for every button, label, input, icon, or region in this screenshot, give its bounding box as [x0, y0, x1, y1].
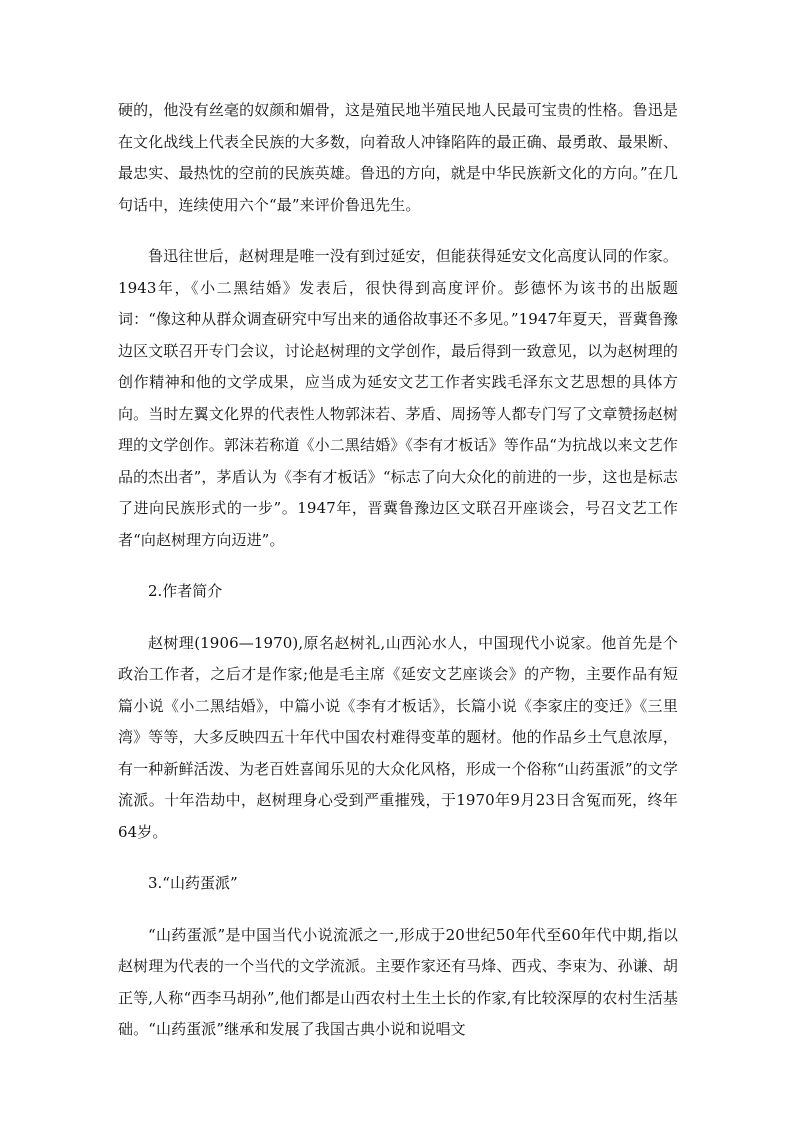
paragraph-lu-xun-evaluation: 硬的，他没有丝毫的奴颜和媚骨，这是殖民地半殖民地人民最可宝贵的性格。鲁迅是在文化战线上代表全民族的大多数，向着敌人冲锋陷阵的最正确、最勇敢、最果断、最忠实、最热忱的空前的民族英雄。鲁迅的方向，就是中华民族新文化的方向。”在几句话中，连续使用六个“最”来评价鲁迅先生。	[118, 101, 678, 214]
section-heading-author-intro: 2.作者简介	[148, 582, 223, 600]
paragraph-zhao-shuli-recognition: 鲁迅往世后，赵树理是唯一没有到过延安，但能获得延安文化高度认同的作家。1943年，《小二黑结婚》发表后，很快得到高度评价。彭德怀为该书的出版题词：“像这种从群众调查研究中写出来的通俗故事还不多见。”1947年夏天，晋冀鲁豫边区文联召开专门会议，讨论赵树理的文学创作，最后得到一致意见，以为赵树理的创作精神和他的文学成果，应当成为延安文艺工作者实践毛泽东文艺思想的具体方向。当时左翼文化界的代表性人物郭沫若、茅盾、周扬等人都专门写了文章赞扬赵树理的文学创作。郭沫若称道《小二黑结婚》《李有才板话》等作品“为抗战以来文艺作品的杰出者”，茅盾认为《李有才板话》“标志了向大众化的前进的一步，这也是标志了进向民族形式的一步”。1947年，晋冀鲁豫边区文联召开座谈会，号召文艺工作者“向赵树理方向迈进”。	[118, 247, 679, 549]
paragraph-shanyaodan-school: “山药蛋派”是中国当代小说流派之一,形成于20世纪50年代至60年代中期,指以赵树理为代表的一个当代的文学流派。主要作家还有马烽、西戎、李束为、孙谦、胡正等,人称“西李马胡孙”,他们都是山西农村土生土长的作家,有比较深厚的农村生活基础。“山药蛋派”继承和发展了我国古典小说和说唱文	[118, 925, 678, 1038]
document-page	[118, 95, 678, 1046]
paragraph-author-intro: 赵树理(1906—1970),原名赵树礼,山西沁水人，中国现代小说家。他首先是个政治工作者，之后才是作家;他是毛主席《延安文艺座谈会》的产物，主要作品有短篇小说《小二黑结婚》，中篇小说《李有才板话》，长篇小说《李家庄的变迁》《三里湾》等等，大多反映四五十年代中国农村难得变革的题材。他的作品乡土气息浓厚，有一种新鲜活泼、为老百姓喜闻乐见的大众化风格，形成一个俗称“山药蛋派”的文学流派。十年浩劫中，赵树理身心受到严重摧残，于1970年9月23日含冤而死，终年64岁。	[118, 633, 678, 841]
section-heading-shanyaodan-school: 3.“山药蛋派”	[148, 874, 238, 892]
